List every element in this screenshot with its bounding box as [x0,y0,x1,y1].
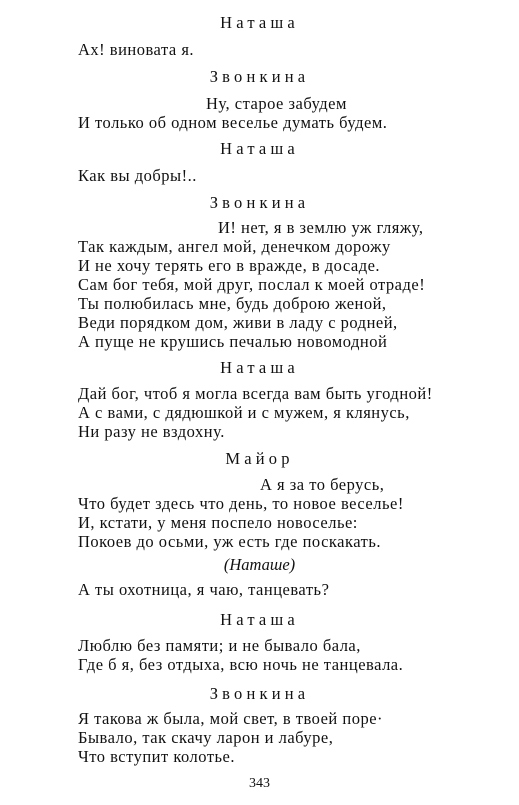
verse-line: Я такова ж была, мой свет, в твоей поре· [78,709,384,728]
verse-line: А с вами, с дядюшкой и с мужем, я клянусь, [78,403,410,422]
verse-line: Веди порядком дом, живи в ладу с родней, [78,313,398,332]
verse-line: И только об одном веселье думать будем. [78,113,388,132]
verse-line: Дай бог, чтоб я могла всегда вам быть угодной! [78,384,433,403]
speaker-name: Звонкина [209,684,310,703]
speaker-name: Наташа [220,139,299,158]
verse-line: Ну, старое забудем [206,94,347,113]
verse-line: А пуще не крушись печалью новомодной [78,332,388,351]
verse-line: Как вы добры!.. [78,166,197,185]
speaker-name: Наташа [220,358,299,377]
speaker-name: Звонкина [209,67,310,86]
verse-line: Люблю без памяти; и не бывало бала, [78,636,361,655]
verse-line: А я за то берусь, [260,475,385,494]
verse-line: Что будет здесь что день, то новое веселье! [78,494,404,513]
verse-line: Сам бог тебя, мой друг, послал к моей отраде! [78,275,426,294]
verse-line: И, кстати, у меня поспело новоселье: [78,513,358,532]
verse-line: Покоев до осьми, уж есть где поскакать. [78,532,382,551]
speaker-name: Майор [225,449,294,468]
verse-line: Ах! виновата я. [78,40,195,59]
stage-direction: (Наташе) [223,555,296,574]
verse-line: И не хочу терять его в вражде, в досаде. [78,256,381,275]
verse-line: Где б я, без отдыха, всю ночь не танцевала. [78,655,404,674]
verse-line: Так каждым, ангел мой, денечком дорожу [78,237,391,256]
verse-line: Бывало, так скачу ларон и лабуре, [78,728,334,747]
page-number: 343 [249,776,270,791]
verse-line: А ты охотница, я чаю, танцевать? [78,580,330,599]
verse-line: И! нет, я в землю уж гляжу, [218,218,424,237]
verse-line: Ни разу не вздохну. [78,422,225,441]
verse-line: Ты полюбилась мне, будь доброю женой, [78,294,387,313]
speaker-name: Наташа [220,610,299,629]
speaker-name: Звонкина [209,193,310,212]
verse-line: Что вступит колотье. [78,747,236,766]
speaker-name: Наташа [220,13,299,32]
